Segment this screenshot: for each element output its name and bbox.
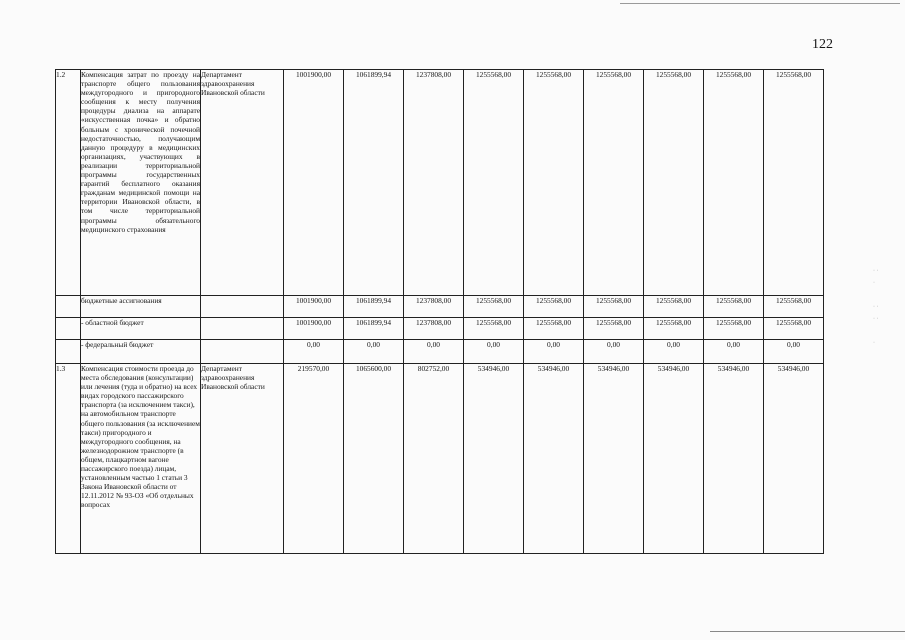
row-number bbox=[56, 296, 81, 318]
value-cell: 802752,00 bbox=[404, 364, 464, 554]
value-cell: 1001900,00 bbox=[284, 70, 344, 296]
value-cell: 1255568,00 bbox=[764, 318, 824, 340]
budget-table bbox=[55, 69, 824, 554]
value-cell: 1001900,00 bbox=[284, 318, 344, 340]
row-name: бюджетные ассигнования bbox=[81, 296, 201, 318]
value-cell: 0,00 bbox=[404, 340, 464, 364]
value-cell: 1255568,00 bbox=[584, 70, 644, 296]
value-cell: 1061899,94 bbox=[344, 70, 404, 296]
row-department bbox=[201, 296, 284, 318]
value-cell: 0,00 bbox=[524, 340, 584, 364]
value-cell: 0,00 bbox=[584, 340, 644, 364]
value-cell: 1255568,00 bbox=[464, 296, 524, 318]
value-cell: 1255568,00 bbox=[524, 70, 584, 296]
row-name: - областной бюджет bbox=[81, 318, 201, 340]
value-cell: 534946,00 bbox=[464, 364, 524, 554]
value-cell: 0,00 bbox=[284, 340, 344, 364]
row-department: Департамент здравоохранения Ивановской области bbox=[201, 364, 284, 554]
row-department bbox=[201, 318, 284, 340]
top-border-line bbox=[620, 3, 900, 4]
row-department bbox=[201, 340, 284, 364]
value-cell: 534946,00 bbox=[764, 364, 824, 554]
table-row bbox=[56, 318, 824, 340]
scan-artifact-marks: · · · · · · · · bbox=[873, 268, 879, 346]
value-cell: 1255568,00 bbox=[704, 70, 764, 296]
row-number bbox=[56, 318, 81, 340]
table-row bbox=[56, 70, 824, 296]
value-cell: 1255568,00 bbox=[644, 318, 704, 340]
value-cell: 1255568,00 bbox=[464, 318, 524, 340]
row-name: Компенсация стоимости проезда до места обследования (консультации) или лечения (туда и обратно) на всех видах городского пассажирского транспорта (за исключением такси), на автомобильном транспорте общего пользования (за исключением такси) пригородного и междугородного сообщения, на железнодорожном транспорте (в общем, плацкартном вагоне пассажирского поезда) лицам, установленным частью 1 статьи 3 Закона Ивановской области от 12.11.2012 № 93-ОЗ «Об отдельных вопросах bbox=[81, 364, 201, 554]
value-cell: 1237808,00 bbox=[404, 318, 464, 340]
table-row bbox=[56, 296, 824, 318]
value-cell: 0,00 bbox=[464, 340, 524, 364]
value-cell: 1255568,00 bbox=[704, 296, 764, 318]
value-cell: 219570,00 bbox=[284, 364, 344, 554]
value-cell: 1237808,00 bbox=[404, 70, 464, 296]
value-cell: 1061899,94 bbox=[344, 296, 404, 318]
value-cell: 1065600,00 bbox=[344, 364, 404, 554]
value-cell: 1255568,00 bbox=[644, 70, 704, 296]
value-cell: 1061899,94 bbox=[344, 318, 404, 340]
value-cell: 0,00 bbox=[764, 340, 824, 364]
value-cell: 1001900,00 bbox=[284, 296, 344, 318]
row-department: Департамент здравоохранения Ивановской области bbox=[201, 70, 284, 296]
value-cell: 534946,00 bbox=[644, 364, 704, 554]
value-cell: 0,00 bbox=[344, 340, 404, 364]
value-cell: 0,00 bbox=[644, 340, 704, 364]
page-number: 122 bbox=[812, 37, 833, 52]
value-cell: 1255568,00 bbox=[644, 296, 704, 318]
value-cell: 1255568,00 bbox=[584, 318, 644, 340]
value-cell: 1255568,00 bbox=[464, 70, 524, 296]
value-cell: 534946,00 bbox=[704, 364, 764, 554]
row-name: - федеральный бюджет bbox=[81, 340, 201, 364]
value-cell: 1255568,00 bbox=[524, 296, 584, 318]
row-number: 1.2 bbox=[56, 70, 81, 296]
value-cell: 1255568,00 bbox=[764, 70, 824, 296]
value-cell: 1255568,00 bbox=[524, 318, 584, 340]
value-cell: 1255568,00 bbox=[764, 296, 824, 318]
value-cell: 1255568,00 bbox=[584, 296, 644, 318]
bottom-border-line bbox=[710, 631, 905, 632]
value-cell: 0,00 bbox=[704, 340, 764, 364]
value-cell: 1237808,00 bbox=[404, 296, 464, 318]
value-cell: 534946,00 bbox=[584, 364, 644, 554]
table-row bbox=[56, 364, 824, 554]
row-name: Компенсация затрат по проезду на транспорте общего пользования междугородного и пригородного сообщения к месту получения процедуры диализа на аппарате «искусственная почка» и обратно больным с хронической почечной недостаточностью, получающим данную процедуру в медицинских организациях, участвующих в реализации территориальной программы государственных гарантий бесплатного оказания гражданам медицинской помощи на территории Ивановской области, в том числе территориальной программы обязательного медицинского страхования bbox=[81, 70, 201, 296]
value-cell: 534946,00 bbox=[524, 364, 584, 554]
value-cell: 1255568,00 bbox=[704, 318, 764, 340]
row-number: 1.3 bbox=[56, 364, 81, 554]
table-row bbox=[56, 340, 824, 364]
row-number bbox=[56, 340, 81, 364]
